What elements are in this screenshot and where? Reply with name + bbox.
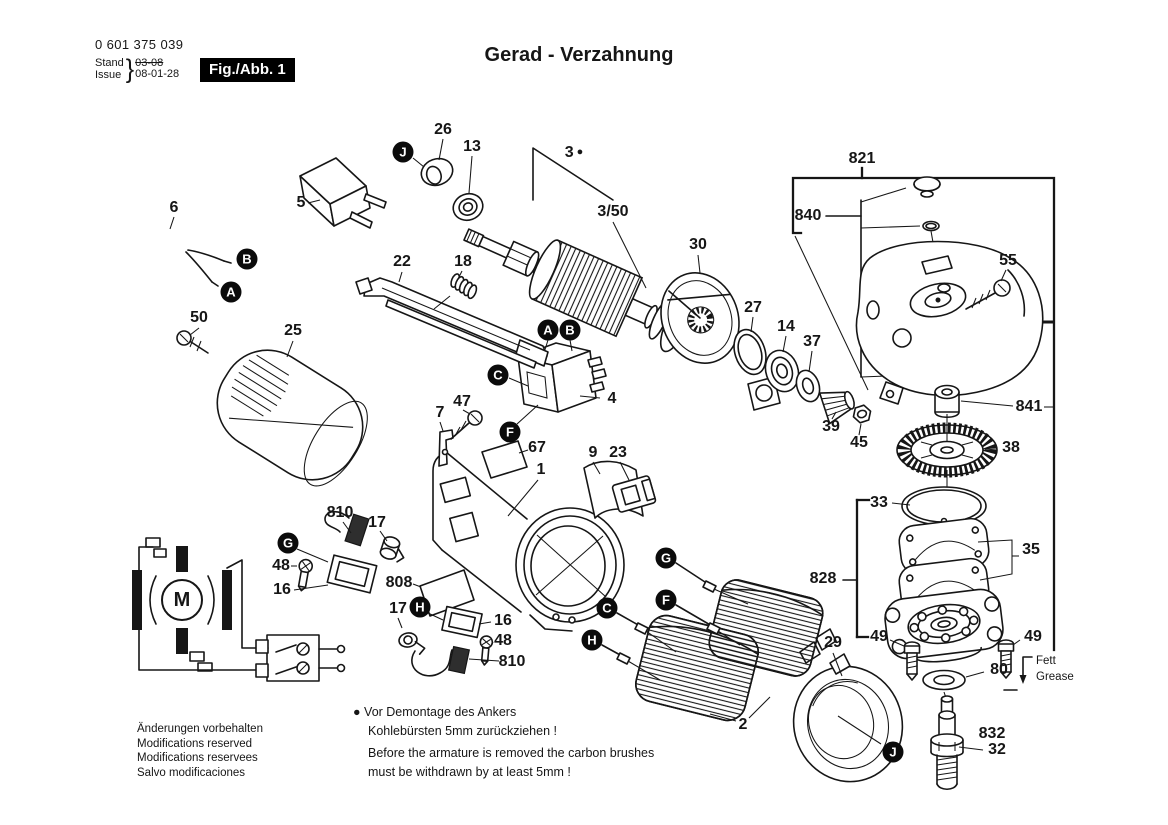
bracket-828 bbox=[843, 500, 869, 637]
part-callout-80: 80 bbox=[990, 661, 1008, 678]
power-plug bbox=[300, 158, 386, 228]
part-callout-35: 35 bbox=[1022, 541, 1040, 558]
part-callout-45: 45 bbox=[850, 434, 868, 451]
part-callout-18: 18 bbox=[454, 253, 472, 270]
part-callout-48: 48 bbox=[272, 557, 290, 574]
power-cord bbox=[135, 124, 321, 286]
part-callout-810: 810 bbox=[498, 653, 526, 670]
washer-80 bbox=[923, 671, 984, 690]
ref-letter-G-7: G bbox=[278, 533, 299, 554]
sticker-67 bbox=[482, 441, 528, 478]
part-callout-55: 55 bbox=[999, 252, 1017, 269]
ref-letter-H-11: H bbox=[582, 630, 603, 651]
part-callout-47: 47 bbox=[453, 393, 471, 410]
armature-warning bbox=[353, 703, 654, 782]
part-callout-4: 4 bbox=[607, 390, 617, 407]
part-callout-828: 828 bbox=[809, 570, 837, 587]
ref-letter-J-13: J bbox=[883, 742, 904, 763]
brush-set-lower bbox=[398, 607, 499, 676]
part-callout-32: 32 bbox=[988, 741, 1006, 758]
warning-de-line: Kohlebürsten 5mm zurückziehen ! bbox=[368, 724, 557, 738]
part-callout-38: 38 bbox=[1002, 439, 1020, 456]
part-callout-2: 2 bbox=[738, 716, 748, 733]
part-callout-30: 30 bbox=[689, 236, 707, 253]
disclaimer-line: Salvo modificaciones bbox=[137, 766, 246, 779]
part-callout-16: 16 bbox=[494, 612, 512, 629]
part-callout-16: 16 bbox=[273, 581, 291, 598]
issue-label: Issue bbox=[95, 69, 122, 81]
part-callout-22: 22 bbox=[393, 253, 411, 270]
warning-en-line: Before the armature is removed the carbon brushes bbox=[368, 746, 655, 760]
grease-de: Fett bbox=[1036, 655, 1056, 667]
part-callout-25: 25 bbox=[284, 322, 302, 339]
disclaimer-line: Modifications reservees bbox=[137, 752, 258, 764]
page-title: Gerad - Verzahnung bbox=[484, 44, 674, 66]
disclaimer-line: Änderungen vorbehalten bbox=[137, 723, 263, 735]
ref-letter-H-12: H bbox=[410, 597, 431, 618]
clip-7 bbox=[439, 422, 453, 466]
part-callout-29: 29 bbox=[824, 634, 842, 651]
grease-en: Grease bbox=[1036, 671, 1074, 683]
grease-note bbox=[1036, 653, 1074, 685]
ref-letter-B-1: B bbox=[237, 249, 258, 270]
part-callout-5: 5 bbox=[296, 194, 306, 211]
rear-cap-25 bbox=[200, 333, 381, 498]
ref-letter-C-5: C bbox=[488, 365, 509, 386]
ref-letter-A-3: A bbox=[538, 320, 559, 341]
part-callout-37: 37 bbox=[803, 333, 821, 350]
part-callout-17: 17 bbox=[368, 514, 386, 531]
date-new: 08-01-28 bbox=[135, 68, 180, 80]
motor-symbol: M bbox=[161, 579, 203, 621]
stand-label: Stand bbox=[95, 57, 124, 69]
part-callout-3-50: 3/50 bbox=[597, 203, 629, 220]
part-callout-49: 49 bbox=[1024, 628, 1042, 645]
disclaimer-block bbox=[137, 722, 263, 780]
part-callout-1: 1 bbox=[536, 461, 546, 478]
warning-en-line: must be withdrawn by at least 5mm ! bbox=[368, 765, 571, 779]
part-callout-3: 3 ● bbox=[564, 144, 584, 161]
part-callout-14: 14 bbox=[777, 318, 795, 335]
part-callout-23: 23 bbox=[609, 444, 627, 461]
part-callout-7: 7 bbox=[435, 404, 445, 421]
figure-label: Fig./Abb. 1 bbox=[200, 58, 295, 82]
date-old: 03-08 bbox=[135, 57, 164, 69]
part-callout-841: 841 bbox=[1015, 398, 1043, 415]
screw-50 bbox=[177, 328, 208, 353]
disclaimer-line: Modifications reserved bbox=[137, 737, 253, 750]
spring-18 bbox=[434, 271, 480, 309]
part-callout-48: 48 bbox=[494, 632, 512, 649]
ref-letter-G-8: G bbox=[656, 548, 677, 569]
brace-glyph: } bbox=[125, 54, 135, 84]
screw-47 bbox=[451, 410, 482, 439]
part-callout-810: 810 bbox=[326, 504, 354, 521]
part-callout-821: 821 bbox=[848, 150, 876, 167]
stand-issue-block bbox=[95, 54, 180, 84]
ref-letter-J-0: J bbox=[393, 142, 414, 163]
part-callout-9: 9 bbox=[588, 444, 598, 461]
part-callout-26: 26 bbox=[434, 121, 452, 138]
ref-letter-A-2: A bbox=[221, 282, 242, 303]
warning-bullet: ● bbox=[353, 705, 361, 719]
part-callout-808: 808 bbox=[385, 574, 413, 591]
part-callout-6: 6 bbox=[169, 199, 179, 216]
part-callout-13: 13 bbox=[463, 138, 481, 155]
part-callout-49: 49 bbox=[870, 628, 888, 645]
part-callout-17: 17 bbox=[389, 600, 407, 617]
part-number: 0 601 375 039 bbox=[95, 37, 184, 52]
part-callout-33: 33 bbox=[870, 494, 888, 511]
ref-letter-F-6: F bbox=[500, 422, 521, 443]
spindle bbox=[931, 696, 983, 789]
screw-49-left bbox=[905, 642, 920, 680]
ref-letter-B-4: B bbox=[560, 320, 581, 341]
ref-letter-F-9: F bbox=[656, 590, 677, 611]
part-callout-50: 50 bbox=[190, 309, 208, 326]
part-callout-840: 840 bbox=[794, 207, 822, 224]
part-callout-39: 39 bbox=[822, 418, 840, 435]
part-callout-27: 27 bbox=[744, 299, 762, 316]
ref-letter-C-10: C bbox=[597, 598, 618, 619]
bearing-flange bbox=[883, 587, 1006, 668]
part-callout-67: 67 bbox=[528, 439, 546, 456]
warning-de-line: Vor Demontage des Ankers bbox=[364, 705, 517, 719]
part-callout-832: 832 bbox=[978, 725, 1006, 742]
